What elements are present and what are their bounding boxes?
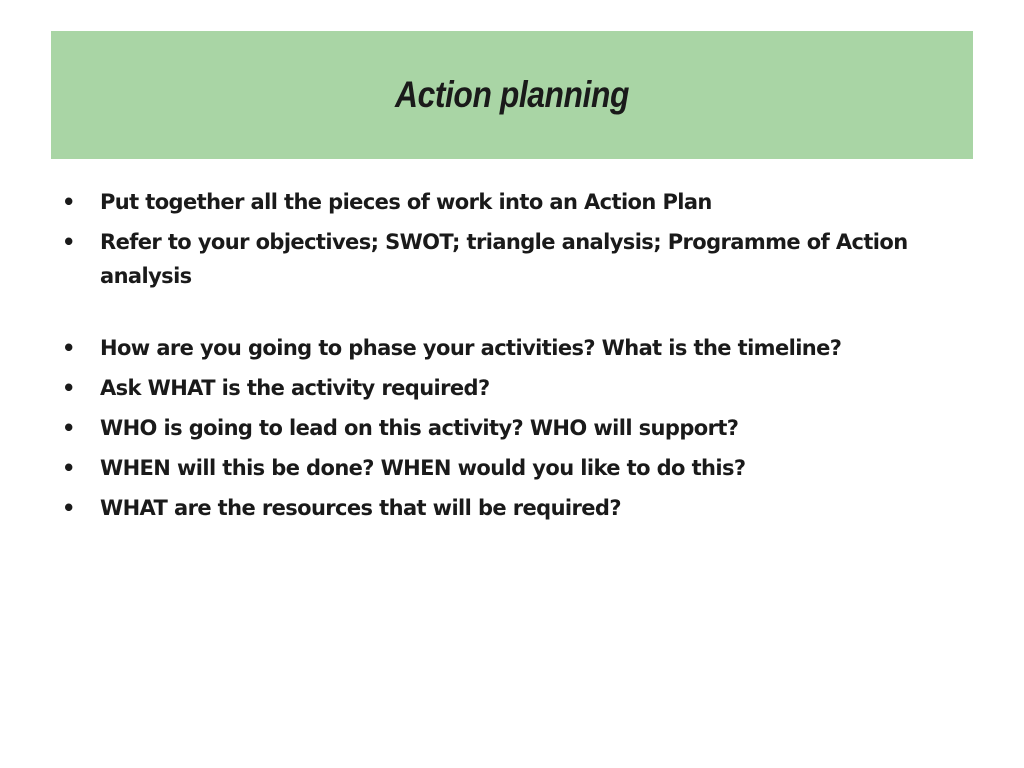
bullet-text: WHO is going to lead on this activity? WHO will support? xyxy=(100,416,739,440)
bullet-list xyxy=(60,185,960,531)
bullet-icon: • xyxy=(62,190,75,214)
bullet-item xyxy=(60,491,960,525)
bullet-item xyxy=(60,411,960,445)
bullet-item xyxy=(60,331,960,365)
bullet-item xyxy=(60,225,960,293)
bullet-text: WHAT are the resources that will be required? xyxy=(100,496,621,520)
bullet-icon: • xyxy=(62,416,75,440)
bullet-icon: • xyxy=(62,230,75,254)
bullet-icon: • xyxy=(62,456,75,480)
title-band xyxy=(51,31,973,159)
bullet-icon: • xyxy=(62,336,75,360)
bullet-text: How are you going to phase your activities? What is the timeline? xyxy=(100,336,842,360)
slide-title: Action planning xyxy=(395,74,629,115)
bullet-icon: • xyxy=(62,496,75,520)
bullet-text: Put together all the pieces of work into an Action Plan xyxy=(100,190,712,214)
bullet-item xyxy=(60,185,960,219)
bullet-item xyxy=(60,371,960,405)
bullet-text: WHEN will this be done? WHEN would you like to do this? xyxy=(100,456,746,480)
bullet-item xyxy=(60,451,960,485)
bullet-icon: • xyxy=(62,376,75,400)
bullet-text: Refer to your objectives; SWOT; triangle analysis; Programme of Action analysis xyxy=(100,230,908,288)
bullet-text: Ask WHAT is the activity required? xyxy=(100,376,490,400)
